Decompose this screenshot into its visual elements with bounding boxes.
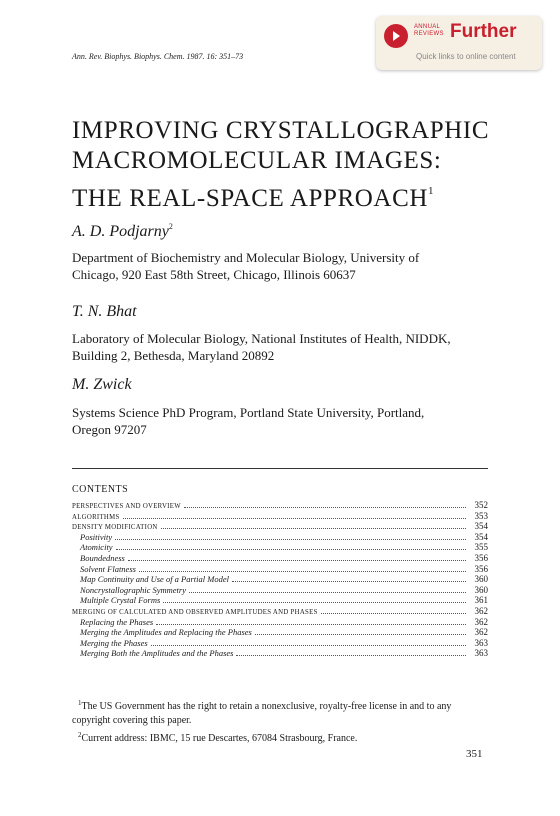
title-line: IMPROVING CRYSTALLOGRAPHIC xyxy=(72,117,490,144)
toc-entry xyxy=(72,627,488,638)
toc-entry xyxy=(72,553,488,564)
toc-entry-label: ALGORITHMS xyxy=(72,513,120,521)
toc-leader-dots xyxy=(236,655,466,656)
toc-entry-page: 362 xyxy=(474,627,488,638)
author-name: T. N. Bhat xyxy=(72,303,137,320)
toc-entry-page: 356 xyxy=(474,563,488,574)
toc-entry-label: Positivity xyxy=(80,531,113,542)
journal-citation: Ann. Rev. Biophys. Biophys. Chem. 1987. 16: 351–73 xyxy=(72,52,244,61)
toc-leader-dots xyxy=(151,645,466,646)
toc-entry-label: Merging the Amplitudes and Replacing the Phases xyxy=(80,627,252,638)
toc-entry-page: 353 xyxy=(474,510,488,521)
toc-entry-page: 362 xyxy=(474,605,488,616)
annual-reviews-further-badge[interactable] xyxy=(376,16,542,70)
toc-leader-dots xyxy=(255,634,466,635)
author-name: M. Zwick xyxy=(72,376,132,393)
toc-leader-dots xyxy=(184,507,466,508)
toc-entry-label: Boundedness xyxy=(80,552,125,563)
toc-leader-dots xyxy=(163,602,466,603)
author-affiliation: Department of Biochemistry and Molecular Biology, University of Chicago, 920 East 58th Street, Chicago, Illinois 60637 xyxy=(72,250,420,282)
toc-leader-dots xyxy=(128,560,466,561)
title-line: THE REAL-SPACE APPROACH xyxy=(72,185,428,212)
toc-leader-dots xyxy=(189,592,466,593)
title-footnote-marker: 1 xyxy=(428,185,435,197)
toc-entry xyxy=(72,574,488,585)
author-affiliation: Systems Science PhD Program, Portland State University, Portland, Oregon 97207 xyxy=(72,405,425,437)
toc-leader-dots xyxy=(232,581,466,582)
toc-entry-page: 363 xyxy=(474,637,488,648)
badge-publisher-label: ANNUAL REVIEWS xyxy=(414,24,444,37)
footnote: $^1$The US Government has the right to retain a nonexclusive, royalty-free license in and to any copyright covering this paper. xyxy=(72,699,452,726)
badge-subtitle: Quick links to online content xyxy=(416,52,516,61)
toc-entry xyxy=(72,542,488,553)
toc-entry-page: 362 xyxy=(474,616,488,627)
footnote: $^2$Current address: IBMC, 15 rue Descartes, 67084 Strasbourg, France. xyxy=(78,731,358,744)
toc-entry-page: 363 xyxy=(474,648,488,659)
toc-entry-page: 361 xyxy=(474,595,488,606)
toc-entry-page: 354 xyxy=(474,531,488,542)
contents-heading: CONTENTS xyxy=(72,484,129,495)
toc-entry-label: Noncrystallographic Symmetry xyxy=(80,584,186,595)
toc-entry-label: Atomicity xyxy=(80,542,113,553)
toc-leader-dots xyxy=(115,539,466,540)
toc-leader-dots xyxy=(161,528,466,529)
author-name: A. D. Podjarny$^2$ xyxy=(72,222,173,240)
toc-entry xyxy=(72,595,488,606)
toc-entry-label: Solvent Flatness xyxy=(80,563,136,574)
toc-leader-dots xyxy=(156,624,466,625)
toc-entry-page: 355 xyxy=(474,542,488,553)
toc-entry-page: 360 xyxy=(474,574,488,585)
toc-leader-dots xyxy=(139,571,466,572)
toc-entry-page: 352 xyxy=(474,500,488,510)
play-circle-icon xyxy=(384,24,408,48)
page-number: 351 xyxy=(466,748,483,760)
toc-entry xyxy=(72,638,488,649)
toc-entry xyxy=(72,500,488,511)
toc-leader-dots xyxy=(123,518,466,519)
toc-entry-label: Map Continuity and Use of a Partial Model xyxy=(80,574,229,585)
section-divider xyxy=(72,468,488,469)
toc-entry-page: 354 xyxy=(474,521,488,532)
table-of-contents xyxy=(72,500,488,659)
author-affiliation: Laboratory of Molecular Biology, National Institutes of Health, NIDDK, Building 2, Bethesda, Maryland 20892 xyxy=(72,331,451,363)
toc-entry xyxy=(72,585,488,596)
toc-leader-dots xyxy=(321,613,466,614)
toc-entry xyxy=(72,564,488,575)
toc-entry-label: DENSITY MODIFICATION xyxy=(72,524,158,532)
badge-further-label: Further xyxy=(450,21,517,42)
toc-entry xyxy=(72,521,488,532)
toc-entry-label: Replacing the Phases xyxy=(80,616,154,627)
toc-entry-label: Merging Both the Amplitudes and the Phases xyxy=(80,648,234,659)
toc-entry-page: 356 xyxy=(474,552,488,563)
footnotes xyxy=(72,696,492,746)
toc-entry-label: PERSPECTIVES AND OVERVIEW xyxy=(72,503,181,510)
toc-entry-label: Multiple Crystal Forms xyxy=(80,595,161,606)
toc-entry-label: Merging the Phases xyxy=(80,637,148,648)
toc-entry-page: 360 xyxy=(474,584,488,595)
toc-entry-label: MERGING OF CALCULATED AND OBSERVED AMPLITUDES AND PHASES xyxy=(72,608,318,616)
title-line: MACROMOLECULAR IMAGES: xyxy=(72,147,442,174)
toc-leader-dots xyxy=(116,549,466,550)
toc-entry xyxy=(72,648,488,659)
toc-entry xyxy=(72,606,488,617)
author-footnote-marker: 2 xyxy=(168,222,173,231)
article-title xyxy=(72,116,512,214)
